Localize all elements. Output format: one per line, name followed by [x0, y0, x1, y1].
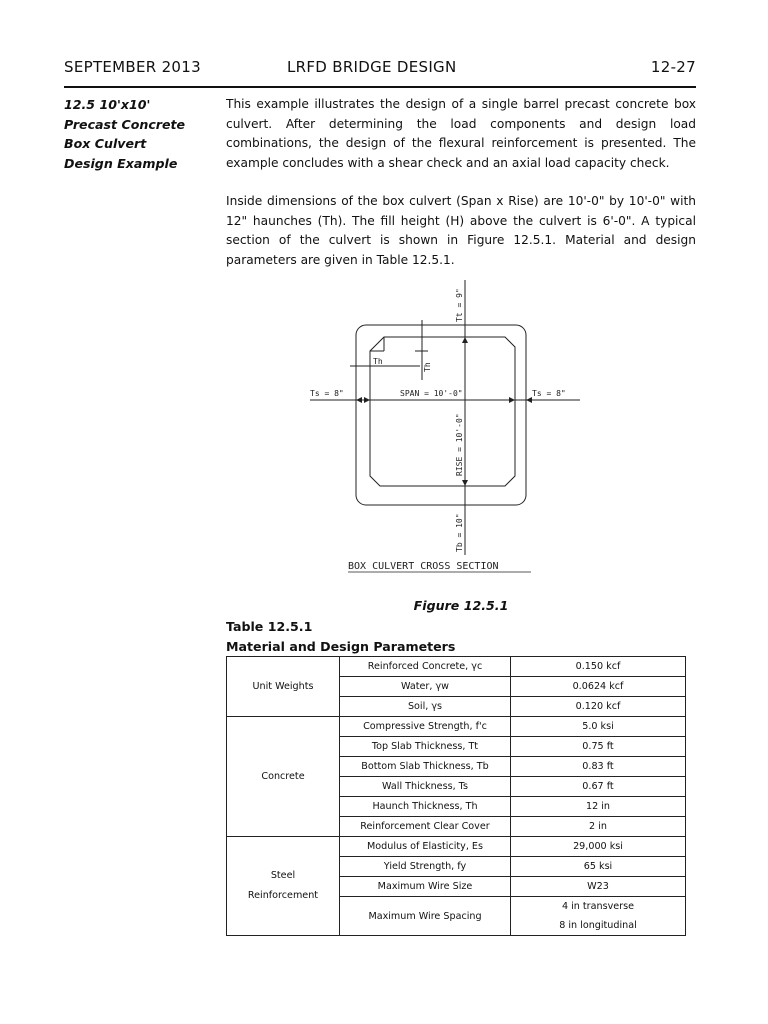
param-cell: Wall Thickness, Ts [340, 777, 511, 797]
value-cell: 0.0624 kcf [511, 677, 686, 697]
box-culvert-cross-section-figure [300, 280, 590, 580]
section-heading-line: Box Culvert [64, 136, 147, 151]
table-row [227, 717, 686, 737]
param-cell: Maximum Wire Size [340, 877, 511, 897]
bottom-slab-thickness-label: Tb = 10" [455, 513, 464, 552]
group-label-line: Reinforcement [247, 890, 319, 901]
group-cell: Unit Weights [227, 657, 340, 717]
haunch-vertical-label: Th [423, 362, 432, 372]
rise-label: RISE = 10'-0" [455, 413, 464, 476]
material-design-parameters-table [226, 656, 686, 936]
value-cell: 12 in [511, 797, 686, 817]
group-cell: Concrete [227, 717, 340, 837]
section-heading [64, 95, 214, 173]
value-line: 4 in transverse [561, 901, 635, 912]
value-cell: 29,000 ksi [511, 837, 686, 857]
value-cell: 65 ksi [511, 857, 686, 877]
table-row [227, 837, 686, 857]
dimensions-paragraph: Inside dimensions of the box culvert (Span x Rise) are 10'-0" by 10'-0" with 12" haunches (Th). The fill height (H) above the culvert is 6'-0". A typical section of the culvert is shown in Figure 12.5.1. Material and design parameters are given in Table 12.5.1. [226, 194, 696, 267]
intro-paragraph: This example illustrates the design of a single barrel precast concrete box culvert. After determining the load components and design load combinations, the design of the flexural reinforcement is presented. The example concludes with a shear check and an axial load capacity check. [226, 97, 696, 170]
table-row [227, 657, 686, 677]
top-slab-thickness-label: Tt = 9" [455, 288, 464, 322]
section-heading-line: 12.5 10'x10' [64, 97, 151, 112]
param-cell: Bottom Slab Thickness, Tb [340, 757, 511, 777]
group-label-line: Steel [270, 870, 296, 881]
figure-caption: Figure 12.5.1 [413, 598, 509, 613]
header-title: LRFD BRIDGE DESIGN [287, 58, 457, 76]
group-cell [227, 837, 340, 936]
value-cell: 2 in [511, 817, 686, 837]
header-page-number: 12-27 [650, 58, 696, 76]
param-cell: Haunch Thickness, Th [340, 797, 511, 817]
value-cell: 5.0 ksi [511, 717, 686, 737]
table-number: Table 12.5.1 [226, 619, 313, 634]
param-cell: Yield Strength, fy [340, 857, 511, 877]
value-cell: 0.67 ft [511, 777, 686, 797]
value-cell [511, 897, 686, 936]
culvert-outer-outline [356, 325, 526, 505]
wall-thickness-right-label: Ts = 8" [532, 389, 566, 398]
wall-thickness-left-label: Ts = 8" [310, 389, 344, 398]
section-heading-line: Design Example [64, 155, 178, 171]
figure-title: BOX CULVERT CROSS SECTION [348, 561, 499, 572]
param-cell: Compressive Strength, f'c [340, 717, 511, 737]
header-rule [64, 86, 696, 88]
section-heading-line: Precast Concrete [64, 116, 186, 132]
value-line: 8 in longitudinal [559, 920, 637, 931]
param-cell: Top Slab Thickness, Tt [340, 737, 511, 757]
param-cell: Maximum Wire Spacing [340, 897, 511, 936]
value-cell: 0.83 ft [511, 757, 686, 777]
param-cell: Reinforced Concrete, γc [340, 657, 511, 677]
haunch-horizontal-label: Th [373, 357, 383, 366]
param-cell: Water, γw [340, 677, 511, 697]
value-cell: 0.75 ft [511, 737, 686, 757]
culvert-inner-outline [370, 337, 515, 486]
header-date: SEPTEMBER 2013 [64, 58, 201, 76]
value-cell: 0.150 kcf [511, 657, 686, 677]
param-cell: Reinforcement Clear Cover [340, 817, 511, 837]
param-cell: Soil, γs [340, 697, 511, 717]
value-cell: W23 [511, 877, 686, 897]
table-title: Material and Design Parameters [226, 639, 456, 654]
span-label: SPAN = 10'-0" [400, 389, 463, 398]
param-cell: Modulus of Elasticity, Es [340, 837, 511, 857]
value-cell: 0.120 kcf [511, 697, 686, 717]
